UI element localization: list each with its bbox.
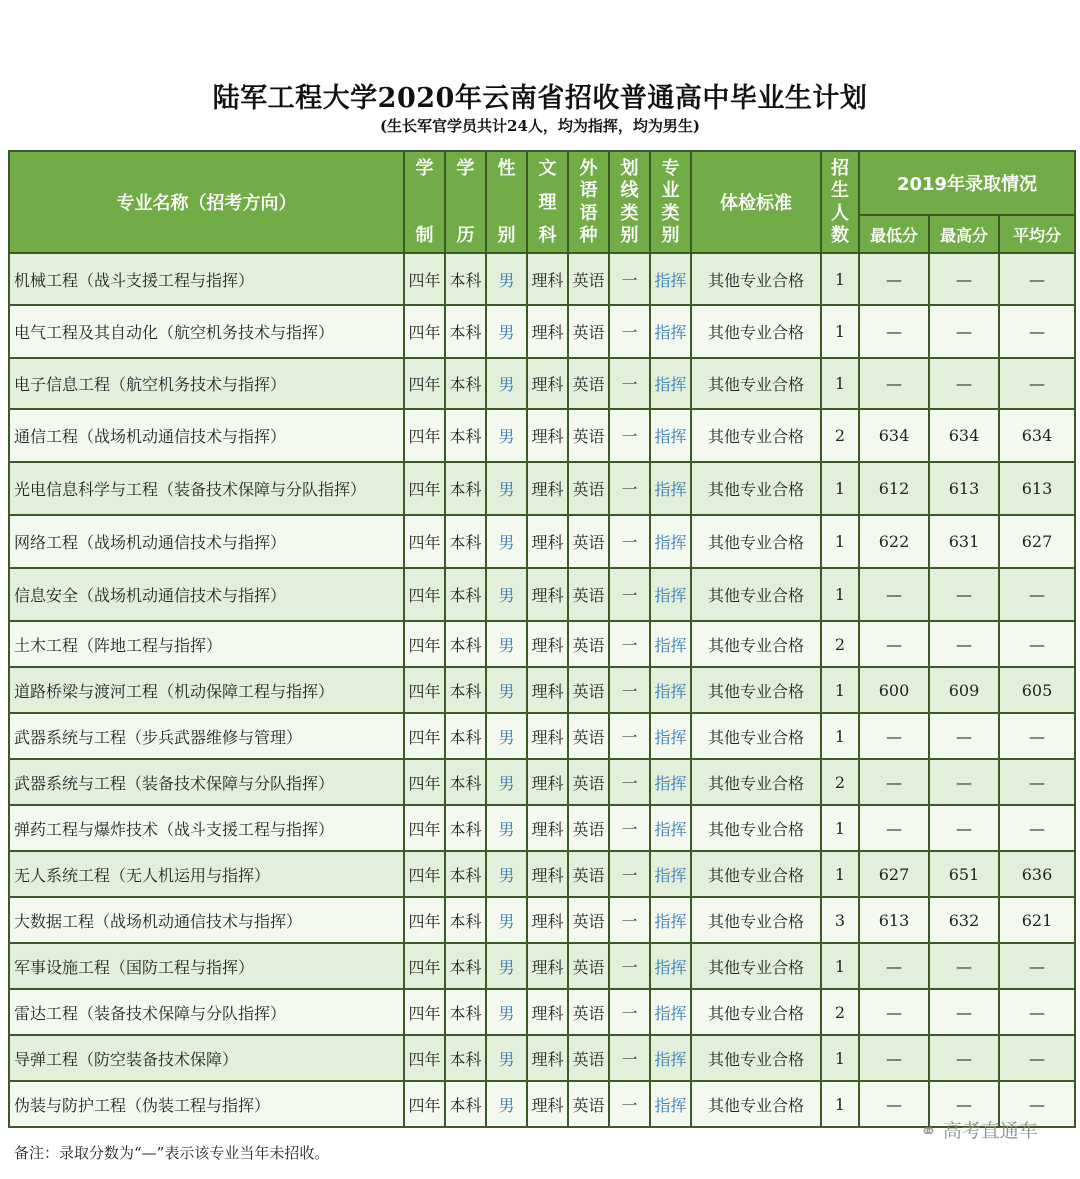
row-min-score: — [859, 621, 929, 667]
row-zhuanye: 指挥 [650, 1035, 691, 1081]
row-xingbie: 男 [486, 621, 527, 667]
row-name: 网络工程（战场机动通信技术与指挥） [9, 515, 404, 568]
row-xingbie: 男 [486, 667, 527, 713]
header-huaxian: 划 线 类 别 [609, 151, 650, 253]
row-count: 1 [821, 805, 859, 851]
row-huaxian: 一 [609, 805, 650, 851]
row-xuezhi: 四年 [404, 515, 445, 568]
wechat-icon: ⚭ [920, 1119, 937, 1143]
row-xueli: 本科 [445, 409, 486, 462]
row-waiyu: 英语 [568, 515, 609, 568]
row-count: 3 [821, 897, 859, 943]
row-tijian: 其他专业合格 [691, 568, 821, 621]
row-xueli: 本科 [445, 1035, 486, 1081]
row-xuezhi: 四年 [404, 621, 445, 667]
row-xuezhi: 四年 [404, 1035, 445, 1081]
row-count: 1 [821, 943, 859, 989]
table-row [9, 851, 1075, 897]
row-wenli: 理科 [527, 1081, 568, 1127]
header-zhuanye: 专 业 类 别 [650, 151, 691, 253]
header-min: 最低分 [859, 215, 929, 253]
row-xingbie: 男 [486, 851, 527, 897]
row-count: 1 [821, 851, 859, 897]
table-row [9, 515, 1075, 568]
row-xuezhi: 四年 [404, 1081, 445, 1127]
row-tijian: 其他专业合格 [691, 253, 821, 305]
row-tijian: 其他专业合格 [691, 851, 821, 897]
table-row [9, 1081, 1075, 1127]
table-row [9, 462, 1075, 515]
row-zhuanye: 指挥 [650, 305, 691, 358]
row-tijian: 其他专业合格 [691, 515, 821, 568]
row-wenli: 理科 [527, 358, 568, 409]
row-xingbie: 男 [486, 1035, 527, 1081]
row-max-score: 631 [929, 515, 999, 568]
row-waiyu: 英语 [568, 713, 609, 759]
row-huaxian: 一 [609, 667, 650, 713]
row-xueli: 本科 [445, 989, 486, 1035]
watermark [920, 1120, 1038, 1142]
header-xingbie: 性 别 [486, 151, 527, 253]
row-count: 1 [821, 253, 859, 305]
row-xueli: 本科 [445, 897, 486, 943]
row-xingbie: 男 [486, 1081, 527, 1127]
row-xueli: 本科 [445, 943, 486, 989]
table-row [9, 621, 1075, 667]
table-row [9, 568, 1075, 621]
row-min-score: — [859, 568, 929, 621]
row-tijian: 其他专业合格 [691, 897, 821, 943]
row-max-score: — [929, 1081, 999, 1127]
row-xuezhi: 四年 [404, 568, 445, 621]
row-min-score: — [859, 759, 929, 805]
row-name: 电气工程及其自动化（航空机务技术与指挥） [9, 305, 404, 358]
row-wenli: 理科 [527, 1035, 568, 1081]
row-zhuanye: 指挥 [650, 851, 691, 897]
row-min-score: — [859, 1081, 929, 1127]
row-xingbie: 男 [486, 713, 527, 759]
row-wenli: 理科 [527, 409, 568, 462]
table-row [9, 989, 1075, 1035]
page-subtitle: (生长军官学员共计24人，均为指挥，均为男生) [379, 117, 701, 135]
row-huaxian: 一 [609, 989, 650, 1035]
row-name: 武器系统与工程（装备技术保障与分队指挥） [9, 759, 404, 805]
row-min-score: 622 [859, 515, 929, 568]
row-name: 弹药工程与爆炸技术（战斗支援工程与指挥） [9, 805, 404, 851]
row-xingbie: 男 [486, 462, 527, 515]
row-zhuanye: 指挥 [650, 253, 691, 305]
row-xingbie: 男 [486, 409, 527, 462]
row-avg-score: — [999, 713, 1075, 759]
row-max-score: — [929, 253, 999, 305]
row-count: 1 [821, 568, 859, 621]
row-tijian: 其他专业合格 [691, 305, 821, 358]
row-huaxian: 一 [609, 358, 650, 409]
table-row [9, 409, 1075, 462]
row-name: 道路桥梁与渡河工程（机动保障工程与指挥） [9, 667, 404, 713]
row-wenli: 理科 [527, 515, 568, 568]
row-waiyu: 英语 [568, 462, 609, 515]
row-tijian: 其他专业合格 [691, 358, 821, 409]
table-row [9, 759, 1075, 805]
row-xingbie: 男 [486, 305, 527, 358]
row-min-score: — [859, 989, 929, 1035]
row-xingbie: 男 [486, 568, 527, 621]
row-min-score: 600 [859, 667, 929, 713]
row-huaxian: 一 [609, 851, 650, 897]
row-count: 1 [821, 358, 859, 409]
row-avg-score: — [999, 759, 1075, 805]
row-xuezhi: 四年 [404, 805, 445, 851]
row-avg-score: — [999, 989, 1075, 1035]
footnote: 备注：录取分数为“—”表示该专业当年未招收。 [14, 1144, 330, 1162]
row-huaxian: 一 [609, 515, 650, 568]
header-waiyu: 外 语 语 种 [568, 151, 609, 253]
row-huaxian: 一 [609, 305, 650, 358]
row-wenli: 理科 [527, 989, 568, 1035]
row-count: 2 [821, 759, 859, 805]
row-xueli: 本科 [445, 713, 486, 759]
row-tijian: 其他专业合格 [691, 1081, 821, 1127]
row-avg-score: 605 [999, 667, 1075, 713]
table-row [9, 1035, 1075, 1081]
header-avg: 平均分 [999, 215, 1075, 253]
row-min-score: — [859, 1035, 929, 1081]
row-max-score: 613 [929, 462, 999, 515]
table-row [9, 943, 1075, 989]
row-huaxian: 一 [609, 253, 650, 305]
row-xingbie: 男 [486, 253, 527, 305]
row-max-score: 634 [929, 409, 999, 462]
row-min-score: — [859, 358, 929, 409]
row-zhuanye: 指挥 [650, 713, 691, 759]
row-max-score: — [929, 621, 999, 667]
row-zhuanye: 指挥 [650, 667, 691, 713]
table-row [9, 358, 1075, 409]
row-avg-score: — [999, 1035, 1075, 1081]
row-xueli: 本科 [445, 515, 486, 568]
row-xueli: 本科 [445, 462, 486, 515]
row-xuezhi: 四年 [404, 667, 445, 713]
row-avg-score: 621 [999, 897, 1075, 943]
row-avg-score: — [999, 805, 1075, 851]
row-huaxian: 一 [609, 409, 650, 462]
row-name: 武器系统与工程（步兵武器维修与管理） [9, 713, 404, 759]
header-max: 最高分 [929, 215, 999, 253]
row-xueli: 本科 [445, 1081, 486, 1127]
row-count: 1 [821, 462, 859, 515]
header-zhaosheng: 招 生 人 数 [821, 151, 859, 253]
row-waiyu: 英语 [568, 805, 609, 851]
row-max-score: — [929, 805, 999, 851]
row-xingbie: 男 [486, 759, 527, 805]
row-name: 雷达工程（装备技术保障与分队指挥） [9, 989, 404, 1035]
row-min-score: — [859, 253, 929, 305]
row-name: 导弹工程（防空装备技术保障） [9, 1035, 404, 1081]
header-wenli: 文 理 科 [527, 151, 568, 253]
row-xueli: 本科 [445, 805, 486, 851]
row-wenli: 理科 [527, 621, 568, 667]
row-tijian: 其他专业合格 [691, 713, 821, 759]
row-name: 土木工程（阵地工程与指挥） [9, 621, 404, 667]
row-xingbie: 男 [486, 358, 527, 409]
row-huaxian: 一 [609, 621, 650, 667]
row-count: 2 [821, 621, 859, 667]
row-zhuanye: 指挥 [650, 462, 691, 515]
row-tijian: 其他专业合格 [691, 989, 821, 1035]
row-waiyu: 英语 [568, 568, 609, 621]
row-wenli: 理科 [527, 667, 568, 713]
row-tijian: 其他专业合格 [691, 943, 821, 989]
watermark-text: 高考直通车 [942, 1120, 1038, 1142]
row-xuezhi: 四年 [404, 851, 445, 897]
row-xingbie: 男 [486, 989, 527, 1035]
row-count: 1 [821, 515, 859, 568]
row-tijian: 其他专业合格 [691, 409, 821, 462]
row-zhuanye: 指挥 [650, 409, 691, 462]
row-name: 无人系统工程（无人机运用与指挥） [9, 851, 404, 897]
row-xingbie: 男 [486, 897, 527, 943]
row-avg-score: 634 [999, 409, 1075, 462]
row-wenli: 理科 [527, 943, 568, 989]
row-waiyu: 英语 [568, 1081, 609, 1127]
row-xuezhi: 四年 [404, 989, 445, 1035]
row-zhuanye: 指挥 [650, 805, 691, 851]
row-waiyu: 英语 [568, 1035, 609, 1081]
row-xuezhi: 四年 [404, 305, 445, 358]
row-avg-score: — [999, 621, 1075, 667]
row-xuezhi: 四年 [404, 409, 445, 462]
row-huaxian: 一 [609, 713, 650, 759]
row-min-score: — [859, 943, 929, 989]
row-waiyu: 英语 [568, 989, 609, 1035]
row-name: 军事设施工程（国防工程与指挥） [9, 943, 404, 989]
row-tijian: 其他专业合格 [691, 621, 821, 667]
row-xingbie: 男 [486, 515, 527, 568]
header-name: 专业名称（招考方向） [9, 151, 404, 253]
table-row [9, 805, 1075, 851]
row-waiyu: 英语 [568, 759, 609, 805]
row-xueli: 本科 [445, 621, 486, 667]
row-huaxian: 一 [609, 759, 650, 805]
row-name: 电子信息工程（航空机务技术与指挥） [9, 358, 404, 409]
row-huaxian: 一 [609, 1081, 650, 1127]
row-huaxian: 一 [609, 462, 650, 515]
row-avg-score: — [999, 305, 1075, 358]
row-zhuanye: 指挥 [650, 943, 691, 989]
row-xueli: 本科 [445, 568, 486, 621]
row-xuezhi: 四年 [404, 943, 445, 989]
row-avg-score: 627 [999, 515, 1075, 568]
row-max-score: — [929, 943, 999, 989]
row-xueli: 本科 [445, 253, 486, 305]
row-tijian: 其他专业合格 [691, 667, 821, 713]
row-xueli: 本科 [445, 667, 486, 713]
row-min-score: 612 [859, 462, 929, 515]
row-avg-score: 613 [999, 462, 1075, 515]
row-huaxian: 一 [609, 943, 650, 989]
row-xueli: 本科 [445, 851, 486, 897]
row-wenli: 理科 [527, 897, 568, 943]
table-row [9, 713, 1075, 759]
row-xueli: 本科 [445, 358, 486, 409]
row-max-score: — [929, 1035, 999, 1081]
row-waiyu: 英语 [568, 409, 609, 462]
row-tijian: 其他专业合格 [691, 759, 821, 805]
row-tijian: 其他专业合格 [691, 805, 821, 851]
row-xuezhi: 四年 [404, 897, 445, 943]
table-row [9, 667, 1075, 713]
row-count: 1 [821, 305, 859, 358]
row-avg-score: — [999, 568, 1075, 621]
row-max-score: 609 [929, 667, 999, 713]
row-wenli: 理科 [527, 713, 568, 759]
row-waiyu: 英语 [568, 851, 609, 897]
row-min-score: 613 [859, 897, 929, 943]
row-name: 通信工程（战场机动通信技术与指挥） [9, 409, 404, 462]
row-name: 信息安全（战场机动通信技术与指挥） [9, 568, 404, 621]
row-waiyu: 英语 [568, 621, 609, 667]
row-xueli: 本科 [445, 759, 486, 805]
row-zhuanye: 指挥 [650, 759, 691, 805]
row-min-score: — [859, 305, 929, 358]
row-waiyu: 英语 [568, 667, 609, 713]
row-zhuanye: 指挥 [650, 358, 691, 409]
row-avg-score: — [999, 1081, 1075, 1127]
row-avg-score: — [999, 358, 1075, 409]
admission-plan-table [8, 150, 1076, 1128]
header-xueli: 学 历 [445, 151, 486, 253]
row-huaxian: 一 [609, 897, 650, 943]
row-waiyu: 英语 [568, 358, 609, 409]
row-tijian: 其他专业合格 [691, 462, 821, 515]
row-tijian: 其他专业合格 [691, 1035, 821, 1081]
row-min-score: — [859, 805, 929, 851]
row-count: 2 [821, 409, 859, 462]
row-min-score: — [859, 713, 929, 759]
row-xuezhi: 四年 [404, 358, 445, 409]
row-xuezhi: 四年 [404, 462, 445, 515]
header-xuezhi: 学 制 [404, 151, 445, 253]
row-max-score: — [929, 358, 999, 409]
row-xuezhi: 四年 [404, 713, 445, 759]
row-max-score: — [929, 305, 999, 358]
row-count: 1 [821, 667, 859, 713]
header-tijian: 体检标准 [691, 151, 821, 253]
row-name: 伪装与防护工程（伪装工程与指挥） [9, 1081, 404, 1127]
row-avg-score: — [999, 253, 1075, 305]
row-count: 1 [821, 713, 859, 759]
row-zhuanye: 指挥 [650, 568, 691, 621]
header-admission-2019: 2019年录取情况 [859, 151, 1075, 215]
page-title: 陆军工程大学2020年云南省招收普通高中毕业生计划 [212, 83, 868, 114]
row-name: 光电信息科学与工程（装备技术保障与分队指挥） [9, 462, 404, 515]
row-xuezhi: 四年 [404, 253, 445, 305]
row-avg-score: 636 [999, 851, 1075, 897]
row-wenli: 理科 [527, 805, 568, 851]
row-zhuanye: 指挥 [650, 621, 691, 667]
row-count: 1 [821, 1035, 859, 1081]
row-zhuanye: 指挥 [650, 989, 691, 1035]
row-waiyu: 英语 [568, 897, 609, 943]
table-row [9, 305, 1075, 358]
table-row [9, 897, 1075, 943]
row-zhuanye: 指挥 [650, 515, 691, 568]
row-min-score: 634 [859, 409, 929, 462]
row-max-score: — [929, 568, 999, 621]
row-waiyu: 英语 [568, 253, 609, 305]
row-min-score: 627 [859, 851, 929, 897]
row-huaxian: 一 [609, 1035, 650, 1081]
row-zhuanye: 指挥 [650, 897, 691, 943]
row-waiyu: 英语 [568, 943, 609, 989]
row-huaxian: 一 [609, 568, 650, 621]
row-max-score: 651 [929, 851, 999, 897]
row-count: 1 [821, 1081, 859, 1127]
row-xingbie: 男 [486, 805, 527, 851]
row-waiyu: 英语 [568, 305, 609, 358]
row-avg-score: — [999, 943, 1075, 989]
row-max-score: 632 [929, 897, 999, 943]
row-zhuanye: 指挥 [650, 1081, 691, 1127]
row-wenli: 理科 [527, 851, 568, 897]
row-wenli: 理科 [527, 568, 568, 621]
row-wenli: 理科 [527, 759, 568, 805]
row-wenli: 理科 [527, 462, 568, 515]
table-body [9, 253, 1075, 1127]
row-xueli: 本科 [445, 305, 486, 358]
row-xuezhi: 四年 [404, 759, 445, 805]
row-max-score: — [929, 989, 999, 1035]
row-wenli: 理科 [527, 253, 568, 305]
row-max-score: — [929, 759, 999, 805]
row-wenli: 理科 [527, 305, 568, 358]
row-xingbie: 男 [486, 943, 527, 989]
table-row [9, 253, 1075, 305]
row-max-score: — [929, 713, 999, 759]
row-count: 2 [821, 989, 859, 1035]
row-name: 机械工程（战斗支援工程与指挥） [9, 253, 404, 305]
row-name: 大数据工程（战场机动通信技术与指挥） [9, 897, 404, 943]
